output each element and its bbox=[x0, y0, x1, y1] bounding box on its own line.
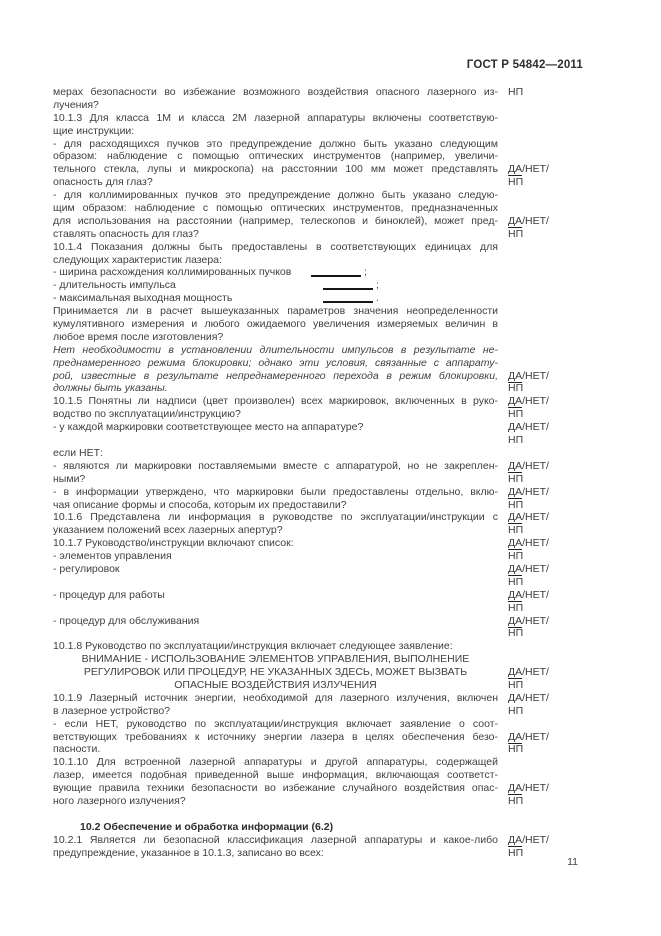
answer-options: ДА/НЕТ/ bbox=[508, 369, 549, 382]
line-text: пасности. bbox=[53, 743, 101, 756]
line-text: кумулятивного измерения и любого ожидаемого увеличения измеряемых величин в bbox=[53, 318, 498, 331]
line-text: лазер, имеется подобная приведенной выше информация, включающая соответст- bbox=[53, 769, 498, 782]
line-text: лучения? bbox=[53, 98, 99, 111]
blank-punctuation: ; bbox=[364, 266, 367, 279]
document-line bbox=[53, 537, 613, 550]
answer-options: ДА/НЕТ/ bbox=[508, 614, 549, 627]
answer-options: НП bbox=[508, 743, 524, 756]
answer-options: ДА/НЕТ/ bbox=[508, 537, 549, 550]
document-line bbox=[53, 202, 613, 215]
line-text: указанием положений всех лазерных апертур? bbox=[53, 524, 283, 537]
answer-options bbox=[508, 138, 613, 151]
document-line bbox=[53, 357, 613, 370]
line-text: - процедур для работы bbox=[53, 588, 165, 601]
line-text: 10.2.1 Является ли безопасной классификация лазерной аппаратуры и какое-либо bbox=[53, 833, 498, 846]
answer-options bbox=[508, 756, 613, 769]
document-line bbox=[53, 821, 613, 834]
document-line bbox=[53, 589, 613, 602]
document-line bbox=[53, 576, 613, 589]
document-line bbox=[53, 795, 613, 808]
line-text: опасность для глаз? bbox=[53, 176, 153, 189]
document-line bbox=[53, 718, 613, 731]
line-text: 10.1.3 Для класса 1М и класса 2М лазерной аппаратуры включены соответствую- bbox=[53, 111, 498, 124]
document-line bbox=[53, 486, 613, 499]
answer-da-underlined: ДА bbox=[508, 485, 523, 498]
document-line bbox=[53, 743, 613, 756]
document-line bbox=[53, 679, 613, 692]
answer-options: ДА/НЕТ/ bbox=[508, 214, 549, 227]
line-text: чая описание формы и способа, которым их предоставили? bbox=[53, 498, 347, 511]
blank-punctuation: ; bbox=[376, 279, 379, 292]
line-text: - в информации утверждено, что маркировки были предоставлены отдельно, вклю- bbox=[53, 485, 498, 498]
answer-options: НП bbox=[508, 227, 524, 240]
fill-in-blank bbox=[311, 275, 361, 277]
fill-in-blank bbox=[323, 288, 373, 290]
answer-options bbox=[508, 125, 613, 138]
document-line bbox=[53, 705, 613, 718]
answer-options bbox=[508, 202, 613, 215]
answer-da-underlined: ДА bbox=[508, 369, 523, 382]
line-text: 10.1.9 Лазерный источник энергии, необходимой для лазерного излучения, включен bbox=[53, 691, 498, 704]
line-text bbox=[53, 602, 498, 615]
line-text: мерах безопасности во избежание возможного воздействия опасного лазерного из- bbox=[53, 86, 498, 98]
line-text: Нет необходимости в установлении длительности импульсов в результате не- bbox=[53, 343, 498, 356]
document-line bbox=[53, 86, 613, 99]
answer-options: ДА/НЕТ/ bbox=[508, 782, 549, 795]
line-text: водство по эксплуатации/инструкцию? bbox=[53, 408, 241, 421]
line-text: 10.1.10 Для встроенной лазерной аппаратуры и другой аппаратуры, содержащей bbox=[53, 756, 498, 769]
answer-options: ДА/НЕТ/ bbox=[508, 730, 549, 743]
answer-options bbox=[508, 279, 613, 292]
document-line bbox=[53, 434, 613, 447]
answer-da-underlined: ДА bbox=[508, 730, 523, 743]
line-text: ветствующих требованиях к источнику энергии лазера в целях обеспечения безо- bbox=[53, 730, 498, 743]
answer-da-underlined: ДА bbox=[508, 562, 523, 575]
document-line bbox=[53, 228, 613, 241]
document-line bbox=[53, 602, 613, 615]
line-text: ОПАСНЫЕ ВОЗДЕЙСТВИЯ ИЗЛУЧЕНИЯ bbox=[174, 678, 377, 691]
answer-da-underlined: ДА bbox=[508, 459, 523, 472]
line-text bbox=[53, 808, 498, 821]
answer-da-underlined: ДА bbox=[508, 163, 523, 176]
document-line bbox=[53, 653, 613, 666]
section-heading: 10.2 Обеспечение и обработка информации (6.2) bbox=[80, 820, 334, 833]
line-text: - максимальная выходная мощность . bbox=[53, 292, 379, 305]
document-line bbox=[53, 279, 613, 292]
answer-options: НП bbox=[508, 601, 524, 614]
answer-options: НП bbox=[508, 627, 524, 640]
line-text: ными? bbox=[53, 472, 86, 485]
line-text: - регулировок bbox=[53, 562, 120, 575]
document-line bbox=[53, 473, 613, 486]
answer-da-underlined: ДА bbox=[508, 395, 523, 408]
document-line bbox=[53, 524, 613, 537]
answer-options bbox=[508, 292, 613, 305]
line-text: РЕГУЛИРОВОК ИЛИ ПРОЦЕДУР, НЕ УКАЗАННЫХ ЗДЕСЬ, МОЖЕТ ВЫЗВАТЬ bbox=[83, 666, 468, 679]
answer-da-underlined: ДА bbox=[508, 833, 523, 846]
line-text: 10.1.5 Понятны ли надписи (цвет произволен) всех маркировок, включенных в руко- bbox=[53, 395, 498, 408]
line-text: ного лазерного излучения? bbox=[53, 794, 186, 807]
answer-options bbox=[508, 331, 613, 344]
line-text: любое время после изготовления? bbox=[53, 330, 224, 343]
page-number: 11 bbox=[567, 856, 578, 868]
answer-options: НП bbox=[508, 704, 524, 717]
line-text bbox=[53, 627, 498, 640]
document-line bbox=[53, 421, 613, 434]
line-text: - для коллимированных пучков это предупреждение должно быть указано следую- bbox=[53, 189, 498, 202]
line-text: 10.1.6 Представлена ли информация в руководстве по эксплуатации/инструкции с bbox=[53, 511, 498, 524]
answer-options bbox=[508, 769, 613, 782]
answer-options: ДА/НЕТ/ bbox=[508, 511, 549, 524]
document-line bbox=[53, 125, 613, 138]
document-line bbox=[53, 499, 613, 512]
answer-da-underlined: ДА bbox=[508, 214, 523, 227]
answer-options bbox=[508, 318, 613, 331]
answer-options: НП bbox=[508, 524, 524, 537]
line-text: 10.1.7 Руководство/инструкции включают список: bbox=[53, 537, 294, 550]
document-line bbox=[53, 769, 613, 782]
answer-options: НП bbox=[508, 846, 524, 859]
answer-options: ДА/НЕТ/ bbox=[508, 562, 549, 575]
answer-options bbox=[508, 447, 613, 460]
document-line bbox=[53, 344, 613, 357]
document-line bbox=[53, 266, 613, 279]
answer-options bbox=[508, 808, 613, 821]
document-line bbox=[53, 112, 613, 125]
answer-options: ДА/НЕТ/ bbox=[508, 691, 549, 704]
line-text: - для расходящихся пучков это предупреждение должно быть указано следующим bbox=[53, 137, 498, 150]
line-text: 10.1.8 Руководство по эксплуатации/инструкция включает следующее заявление: bbox=[53, 640, 453, 653]
document-line bbox=[53, 460, 613, 473]
answer-options: ДА/НЕТ/ bbox=[508, 395, 549, 408]
answer-options: НП bbox=[508, 550, 524, 563]
answer-options bbox=[508, 241, 613, 254]
document-line bbox=[53, 447, 613, 460]
line-text: - являются ли маркировки поставляемыми вместе с аппаратурой, но не закреплен- bbox=[53, 459, 498, 472]
line-text: - процедур для обслуживания bbox=[53, 614, 200, 627]
answer-options: НП bbox=[508, 575, 524, 588]
answer-options bbox=[508, 357, 613, 370]
document-line bbox=[53, 138, 613, 151]
document-line bbox=[53, 627, 613, 640]
answer-options: НП bbox=[508, 498, 524, 511]
document-line bbox=[53, 395, 613, 408]
line-text: должны быть указаны. bbox=[53, 382, 168, 395]
line-text bbox=[53, 434, 498, 447]
answer-options bbox=[508, 112, 613, 125]
answer-options bbox=[508, 640, 613, 653]
line-text: - у каждой маркировки соответствующее место на аппаратуре? bbox=[53, 421, 364, 434]
line-text: тельного стекла, лупы и микроскопа) на расстоянии 100 мм может представлять bbox=[53, 163, 498, 176]
document-line bbox=[53, 640, 613, 653]
answer-options: ДА/НЕТ/ bbox=[508, 666, 549, 679]
answer-da-underlined: ДА bbox=[508, 782, 523, 795]
line-text: Принимается ли в расчет вышеуказанных параметров значения неопределенности bbox=[53, 305, 498, 318]
document-line bbox=[53, 254, 613, 267]
document-line bbox=[53, 331, 613, 344]
document-line bbox=[53, 756, 613, 769]
line-text: - длительность импульса ; bbox=[53, 279, 379, 292]
line-text: преднамеренного режима блокировки; однако эти условия, связанные с аппарату- bbox=[53, 356, 498, 369]
answer-options: ДА/НЕТ/ bbox=[508, 421, 549, 434]
document-line bbox=[53, 692, 613, 705]
line-text: 10.1.4 Показания должны быть предоставлены в соответствующих единицах для bbox=[53, 240, 498, 253]
document-line bbox=[53, 382, 613, 395]
document-line bbox=[53, 99, 613, 112]
document-line bbox=[53, 241, 613, 254]
answer-options bbox=[508, 99, 613, 112]
line-text: - если НЕТ, руководство по эксплуатации/инструкция включает заявление о соот- bbox=[53, 717, 498, 730]
document-line bbox=[53, 834, 613, 847]
answer-options bbox=[508, 305, 613, 318]
answer-options bbox=[508, 266, 613, 279]
line-text: вующие правила техники безопасности во избежание случайного воздействия опас- bbox=[53, 782, 498, 795]
document-line bbox=[53, 318, 613, 331]
document-line bbox=[53, 215, 613, 228]
answer-da-underlined: ДА bbox=[508, 614, 523, 627]
line-text bbox=[53, 576, 498, 589]
answer-options: ДА/НЕТ/ bbox=[508, 588, 549, 601]
document-line bbox=[53, 511, 613, 524]
answer-options bbox=[508, 653, 613, 666]
line-text: для использования на расстоянии (например, телескопов и биноклей), может пред- bbox=[53, 214, 498, 227]
document-line bbox=[53, 163, 613, 176]
line-text: ВНИМАНИЕ - ИСПОЛЬЗОВАНИЕ ЭЛЕМЕНТОВ УПРАВЛЕНИЯ, ВЫПОЛНЕНИЕ bbox=[81, 653, 470, 666]
line-text: образом: наблюдение с помощью оптических инструментов (например, увеличи- bbox=[53, 150, 498, 163]
document-line bbox=[53, 550, 613, 563]
line-text: щие инструкции: bbox=[53, 124, 135, 137]
answer-options: НП bbox=[508, 472, 524, 485]
answer-options: ДА/НЕТ/ bbox=[508, 163, 549, 176]
line-text: рой, известные в результате непреднамеренного перехода в режим блокировки, bbox=[53, 369, 498, 382]
answer-options: НП bbox=[508, 176, 524, 189]
document-line bbox=[53, 305, 613, 318]
blank-punctuation: . bbox=[376, 292, 379, 305]
answer-da-underlined: ДА bbox=[508, 666, 523, 679]
answer-options: НП bbox=[508, 86, 524, 98]
line-text: щим образом: наблюдение с помощью оптических инструментов, предназначенных bbox=[53, 202, 498, 215]
document-line bbox=[53, 176, 613, 189]
document-line bbox=[53, 731, 613, 744]
document-line bbox=[53, 615, 613, 628]
document-line bbox=[53, 292, 613, 305]
answer-options bbox=[508, 189, 613, 202]
line-text: ставлять опасность для глаз? bbox=[53, 227, 199, 240]
answer-options: НП bbox=[508, 434, 524, 447]
answer-options bbox=[508, 718, 613, 731]
line-text: - ширина расхождения коллимированных пучков ; bbox=[53, 266, 367, 279]
answer-options: НП bbox=[508, 408, 524, 421]
document-header: ГОСТ Р 54842—2011 bbox=[466, 59, 583, 71]
document-line bbox=[53, 189, 613, 202]
line-text: - элементов управления bbox=[53, 550, 172, 563]
fill-in-blank bbox=[323, 301, 373, 303]
document-line bbox=[53, 370, 613, 383]
document-line bbox=[53, 847, 613, 860]
answer-options: ДА/НЕТ/ bbox=[508, 485, 549, 498]
answer-options: ДА/НЕТ/ bbox=[508, 833, 549, 846]
document-line bbox=[53, 563, 613, 576]
line-text: в лазерное устройство? bbox=[53, 704, 171, 717]
answer-options: ДА/НЕТ/ bbox=[508, 459, 549, 472]
answer-da-underlined: ДА bbox=[508, 511, 523, 524]
answer-options bbox=[508, 344, 613, 357]
document-line bbox=[53, 808, 613, 821]
document-line bbox=[53, 782, 613, 795]
answer-options: НП bbox=[508, 678, 524, 691]
answer-da-underlined: ДА bbox=[508, 588, 523, 601]
answer-da: ДА bbox=[508, 691, 523, 704]
answer-options bbox=[508, 821, 613, 834]
answer-da: ДА bbox=[508, 421, 523, 434]
answer-options: НП bbox=[508, 382, 524, 395]
answer-options bbox=[508, 254, 613, 267]
answer-options: НП bbox=[508, 794, 524, 807]
line-text: предупреждение, указанное в 10.1.3, записано во всех: bbox=[53, 846, 324, 859]
line-text: следующих характеристик лазера: bbox=[53, 253, 222, 266]
answer-da-underlined: ДА bbox=[508, 537, 523, 550]
answer-options bbox=[508, 150, 613, 163]
document-line bbox=[53, 150, 613, 163]
document-line bbox=[53, 666, 613, 679]
line-text: если НЕТ: bbox=[53, 446, 103, 459]
document-content bbox=[53, 86, 613, 859]
document-line bbox=[53, 408, 613, 421]
